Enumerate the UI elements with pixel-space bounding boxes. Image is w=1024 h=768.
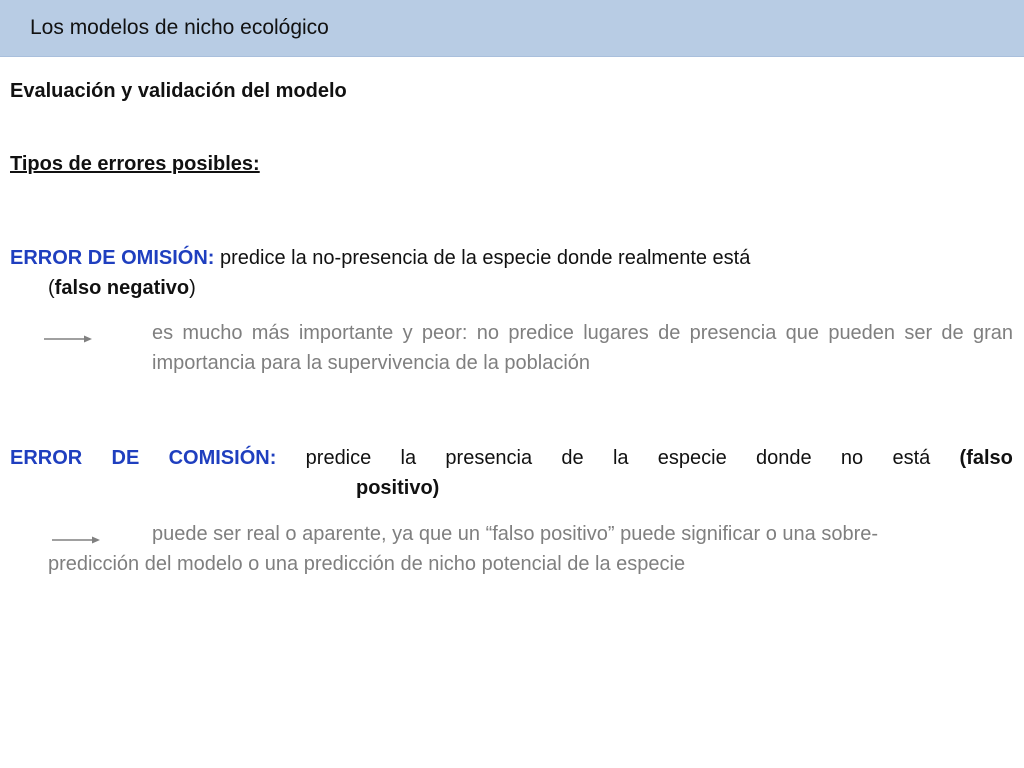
- commission-word: no: [840, 447, 864, 469]
- omission-term: [48, 273, 196, 303]
- arrow-right-icon: [52, 535, 100, 545]
- commission-word: la: [612, 447, 629, 469]
- commission-word: COMISIÓN:: [168, 447, 277, 469]
- commission-word: DE: [111, 447, 140, 469]
- commission-word: especie: [657, 447, 727, 469]
- commission-word: predice: [305, 447, 372, 469]
- commission-word: donde: [756, 447, 812, 469]
- commission-word: de: [561, 447, 584, 469]
- slide-title: Los modelos de nicho ecológico: [30, 16, 329, 39]
- commission-word: ERROR: [10, 447, 83, 469]
- commission-word: presencia: [445, 447, 533, 469]
- commission-line-1: [10, 443, 1013, 473]
- omission-definition: [10, 243, 1010, 273]
- omission-paren-close: ): [189, 277, 196, 299]
- omission-note: es mucho más importante y peor: no predice lugares de presencia que pueden ser de gran importancia para la supervivencia de la población: [152, 322, 1013, 374]
- commission-word: está: [892, 447, 931, 469]
- omission-paren-open: (: [48, 277, 55, 299]
- commission-word: (falso: [959, 447, 1013, 469]
- omission-bold-term: falso negativo: [54, 277, 190, 299]
- commission-note-line-2: predicción del modelo o una predicción de nicho potencial de la especie: [48, 553, 686, 575]
- commission-line-2: positivo): [356, 477, 440, 499]
- omission-text: predice la no-presencia de la especie donde realmente está: [214, 247, 751, 269]
- section-heading: Evaluación y validación del modelo: [10, 80, 347, 102]
- commission-word: la: [400, 447, 417, 469]
- slide-header: [0, 0, 1024, 57]
- errors-subheading: Tipos de errores posibles:: [10, 153, 260, 175]
- arrow-right-icon: [44, 334, 92, 344]
- commission-note-line-1: puede ser real o aparente, ya que un “falso positivo” puede significar o una sobre-: [152, 523, 879, 545]
- omission-label: ERROR DE OMISIÓN:: [10, 247, 215, 269]
- commission-definition: [10, 443, 1013, 503]
